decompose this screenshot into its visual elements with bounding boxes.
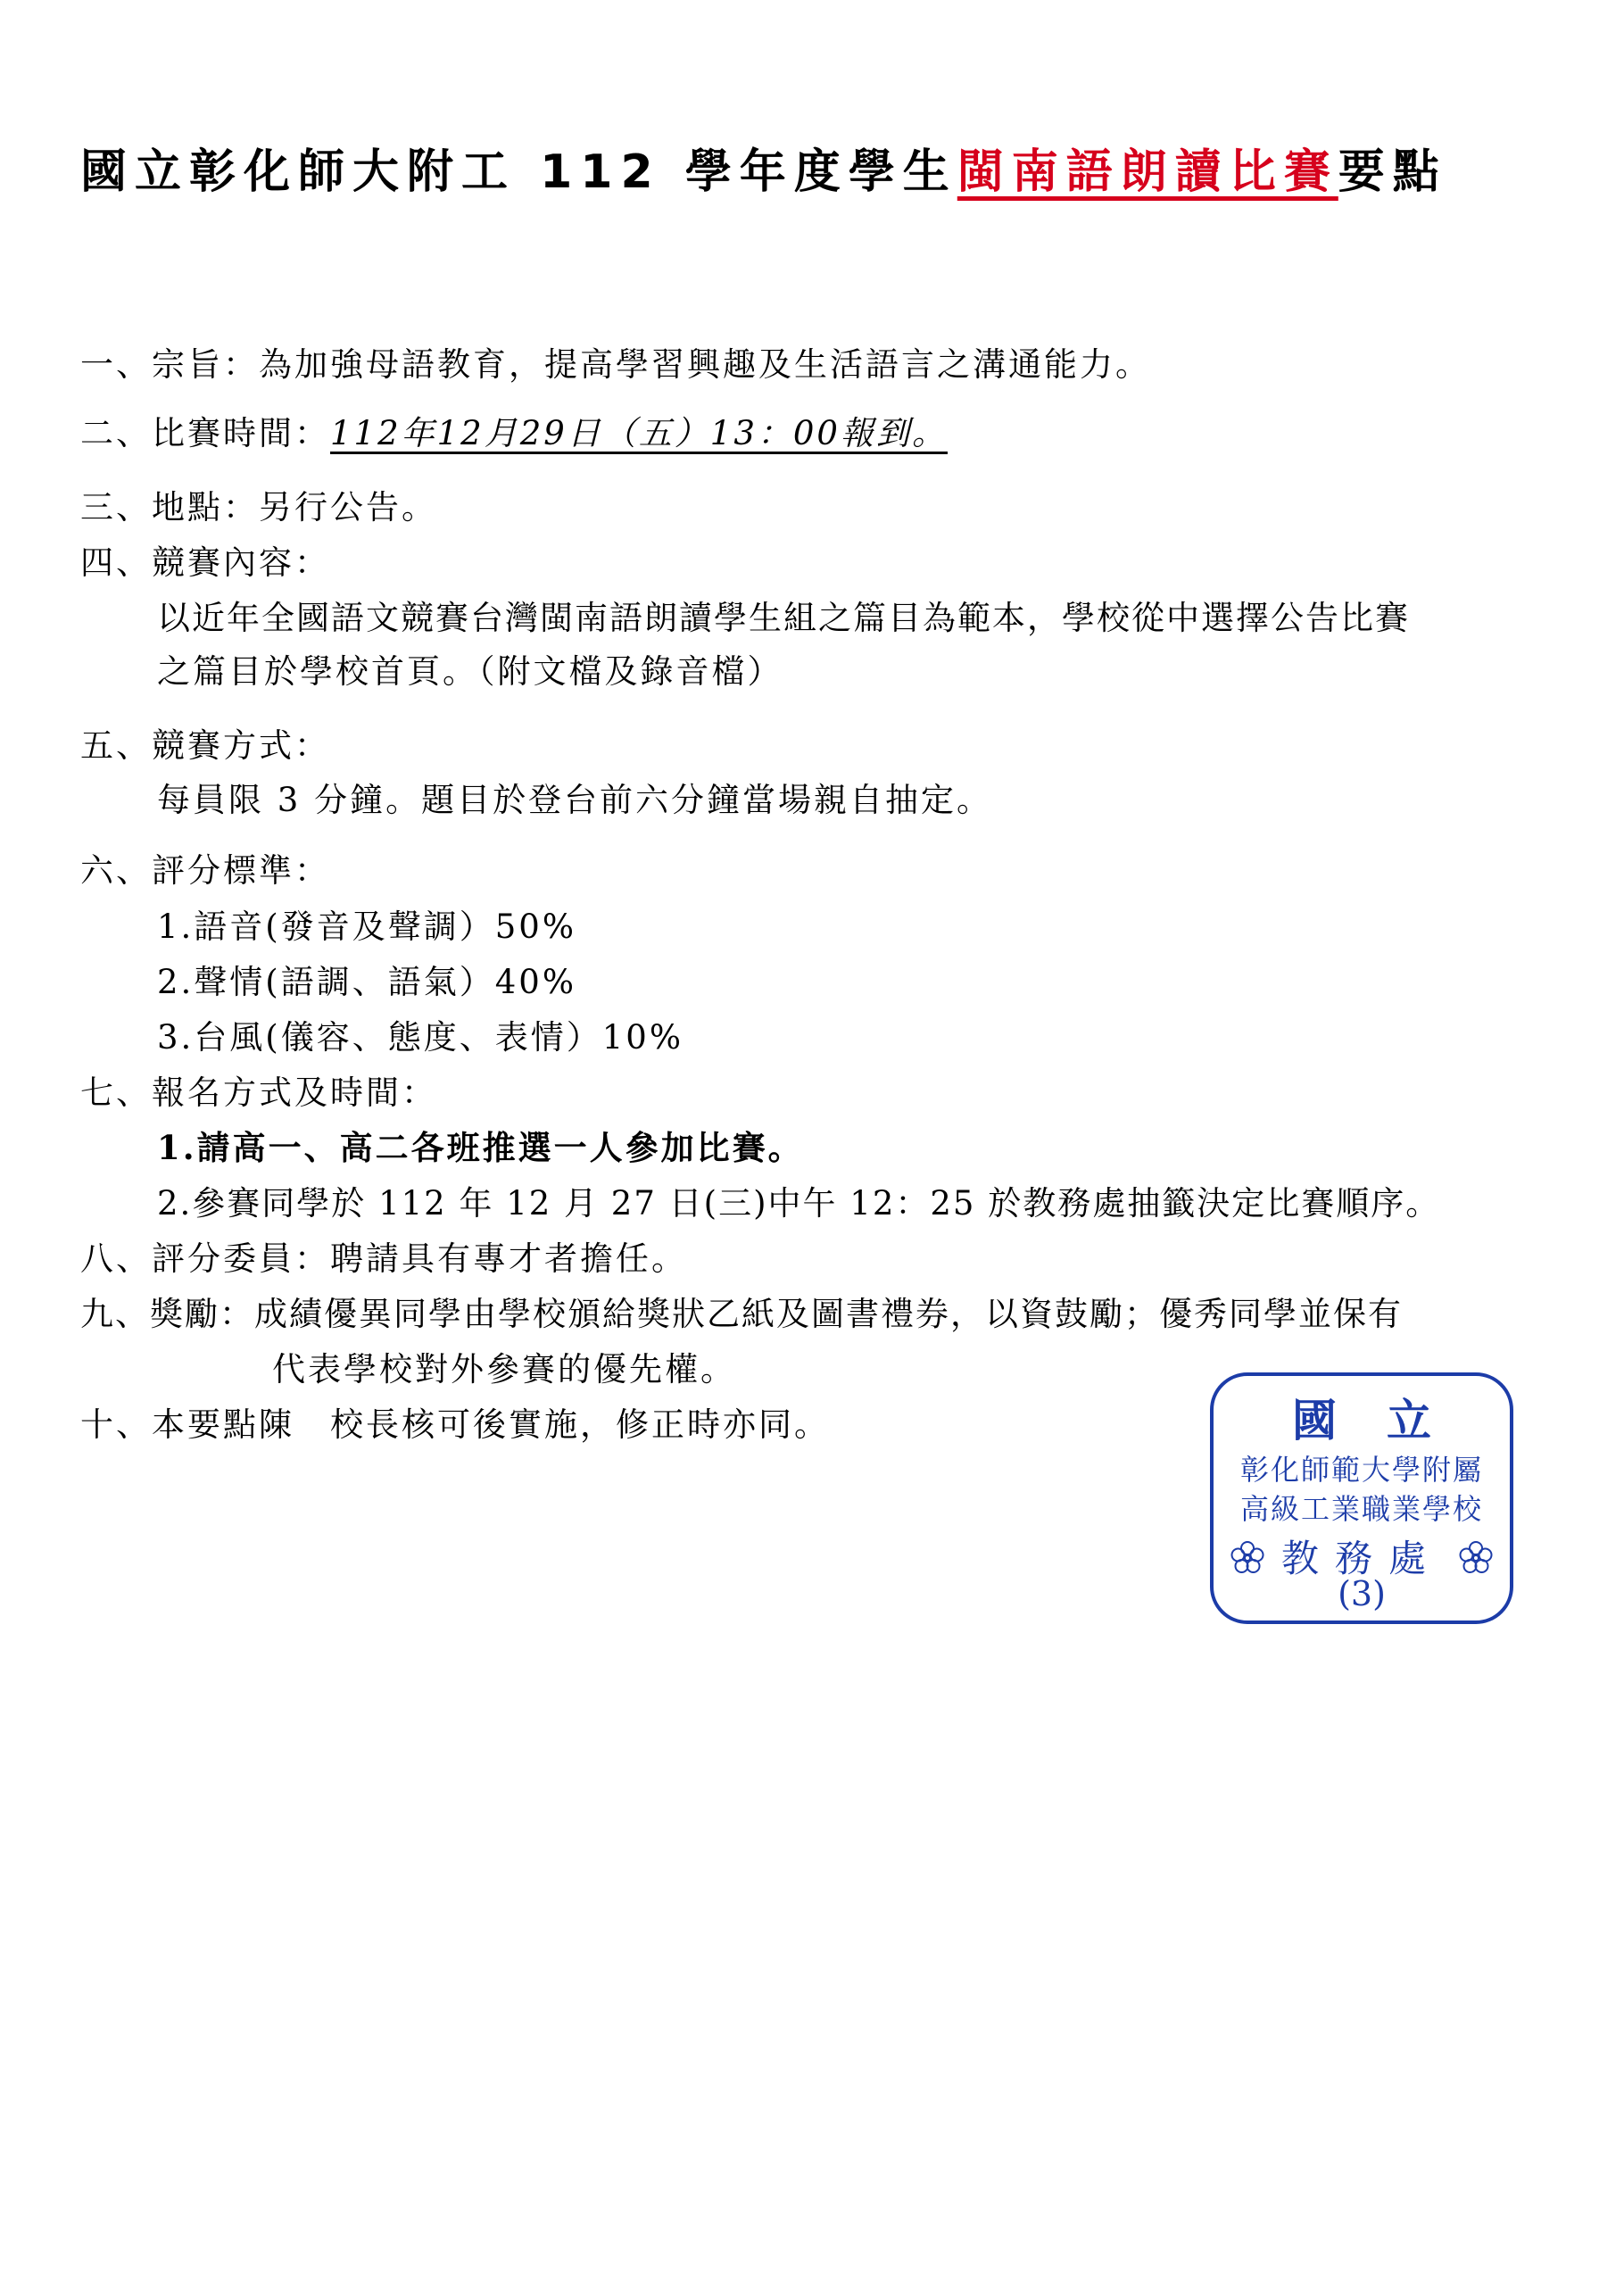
stamp-line-3: 高級工業職業學校 — [1239, 1492, 1483, 1526]
title-highlight: 閩南語朗讀比賽 — [957, 145, 1338, 199]
section-method-label: 五、競賽方式： — [80, 726, 330, 765]
registration-item-1: 1.請高一、高二各班推選一人參加比賽。 — [157, 1128, 804, 1167]
section-content-body-1: 以近年全國語文競賽台灣閩南語朗讀學生組之篇目為範本，學校從中選擇公告比賽 — [157, 599, 1410, 637]
section-time-label: 二、比賽時間： — [80, 414, 330, 452]
section-location: 三、地點：另行公告。 — [80, 488, 437, 526]
section-judges: 八、評分委員：聘請具有專才者擔任。 — [80, 1239, 687, 1278]
section-awards-2: 代表學校對外參賽的優先權。 — [272, 1350, 736, 1388]
office-stamp — [1210, 1372, 1513, 1624]
stamp-line-4: 教務處 — [1280, 1537, 1442, 1580]
stamp-line-2: 彰化師範大學附屬 — [1239, 1453, 1483, 1487]
section-time-value: 112年12月29日（五）13：00報到。 — [330, 414, 948, 452]
registration-item-2: 2.參賽同學於 112 年 12 月 27 日(三)中午 12：25 於教務處抽籤決定比賽順序。 — [157, 1184, 1441, 1223]
title-prefix: 國立彰化師大附工 112 學年度學生 — [80, 145, 957, 199]
section-scoring-label: 六、評分標準： — [80, 851, 330, 890]
section-purpose: 一、宗旨：為加強母語教育，提高學習興趣及生活語言之溝通能力。 — [80, 345, 1151, 384]
title-suffix: 要點 — [1338, 145, 1447, 199]
section-content-body-2: 之篇目於學校首頁。（附文檔及錄音檔） — [157, 652, 783, 691]
section-content-label: 四、競賽內容： — [80, 543, 330, 582]
section-registration-label: 七、報名方式及時間： — [80, 1073, 437, 1112]
scoring-item-1: 1.語音(發音及聲調）50% — [157, 908, 576, 946]
document-title — [80, 134, 1562, 201]
scoring-item-3: 3.台風(儀容、態度、表情）10% — [157, 1018, 684, 1057]
section-method-body: 每員限 3 分鐘。題目於登台前六分鐘當場親自抽定。 — [157, 781, 993, 819]
stamp-line-5: (3) — [1338, 1574, 1386, 1613]
section-approval: 十、本要點陳 校長核可後實施，修正時亦同。 — [80, 1405, 830, 1444]
stamp-line-1: 國立 — [1292, 1394, 1481, 1446]
section-awards-1: 九、獎勵：成績優異同學由學校頒給獎狀乙紙及圖書禮券，以資鼓勵；優秀同學並保有 — [80, 1295, 1403, 1333]
scoring-item-2: 2.聲情(語調、語氣）40% — [157, 963, 576, 1001]
plum-blossom-icon — [1458, 1540, 1494, 1576]
section-time — [80, 406, 948, 454]
